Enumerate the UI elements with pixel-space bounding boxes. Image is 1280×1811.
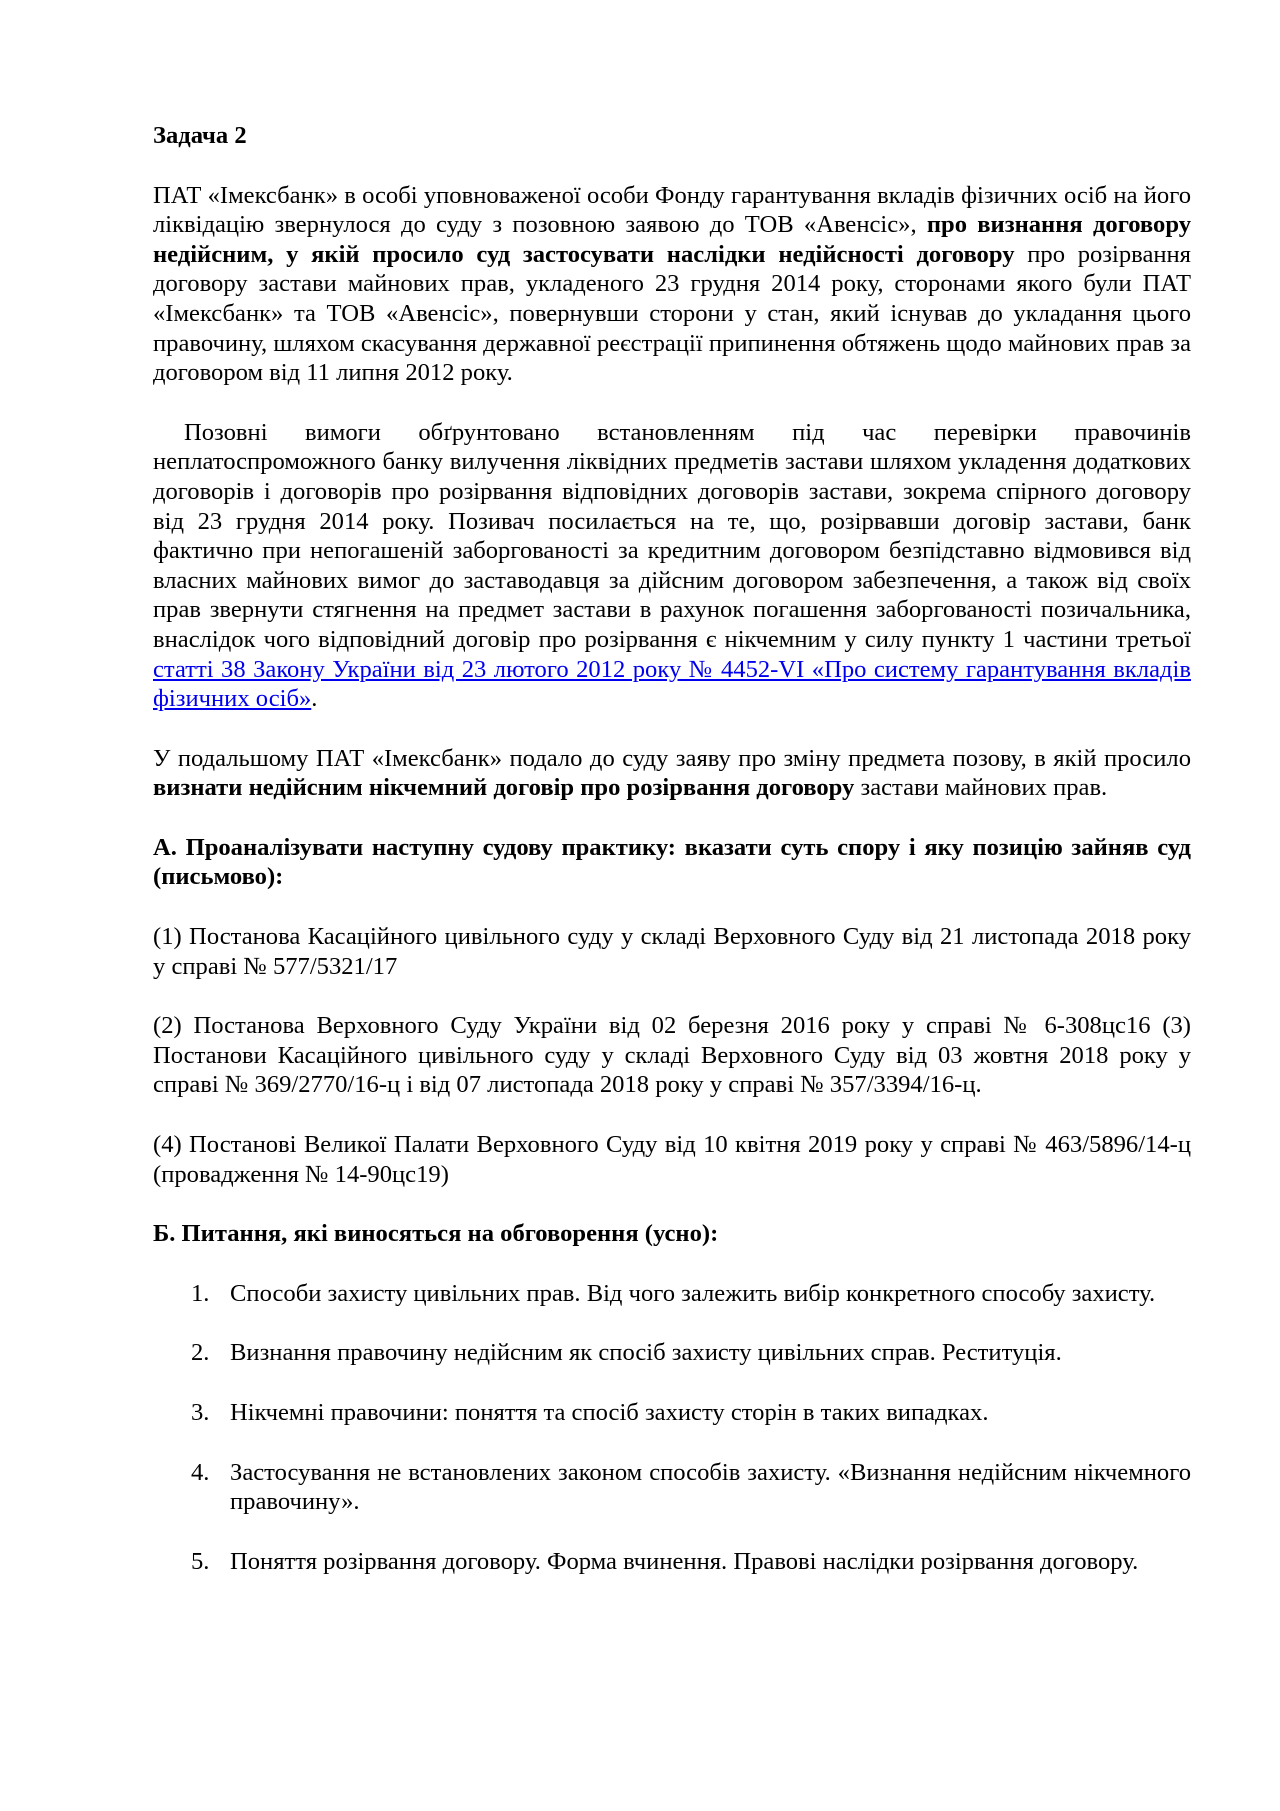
questions-list [153, 1279, 1191, 1577]
case-item: (2) Постанова Верховного Суду України від 02 березня 2016 року у справі № 6-308цс16 (3) Постанови Касаційного цивільного суду у складі Верховного Суду від 03 жовтня 2018 року у справі № 369/2770/16-ц і від 07 листопада 2018 року у справі № 357/3394/16-ц. [153, 1012, 1191, 1099]
list-item [153, 1458, 1191, 1517]
paragraph-change [153, 744, 1191, 803]
paragraph-claim-text-1: ПАТ «Імексбанк» в особі уповноваженої особи Фонду гарантування вкладів фізичних осіб на його ліквідацію звернулося до суду з позовною заявою до ТОВ «Авенсіс», [153, 181, 1191, 239]
section-b-heading: Б. Питання, які виносяться на обговорення (усно): [153, 1220, 719, 1248]
case-item: (4) Постанові Великої Палати Верховного Суду від 10 квітня 2019 року у справі № 463/5896/14-ц (провадження № 14-90цс19) [153, 1131, 1191, 1188]
list-item-text: Визнання правочину недійсним як спосіб захисту цивільних справ. Реституція. [230, 1339, 1062, 1367]
list-item-number: 3. [191, 1399, 210, 1426]
list-item [153, 1279, 1191, 1309]
paragraph-claim [153, 181, 1191, 388]
list-item-text: Нікчемні правочини: поняття та спосіб захисту сторін в таких випадках. [230, 1399, 989, 1426]
list-item-number: 1. [191, 1279, 210, 1307]
section-a-heading: А. Проаналізувати наступну судову практику: вказати суть спору і яку позицію зайняв суд (письмово): [153, 833, 1191, 891]
list-item-text: Застосування не встановлених законом способів захисту. «Визнання недійсним нікчемного правочину». [230, 1458, 1191, 1516]
list-item [153, 1338, 1191, 1368]
paragraph-claim-bold: про визнання договору недійсним, у якій просило суд застосувати наслідки недійсності договору [153, 211, 1191, 268]
list-item-number: 2. [191, 1339, 210, 1367]
case-item: (1) Постанова Касаційного цивільного суду у складі Верховного Суду від 21 листопада 2018 року у справі № 577/5321/17 [153, 923, 1191, 980]
list-item [153, 1547, 1191, 1577]
paragraph-grounds [153, 418, 1191, 714]
paragraph-grounds-text: Позовні вимоги обґрунтовано встановленням під час перевірки правочинів неплатоспроможного банку вилучення ліквідних предметів застави шляхом укладення додаткових договорів і договорів про розірвання відповідних договорів застави, зокрема спірного договору від 23 грудня 2014 року. Позивач посилається на те, що, розірвавши договір застави, банк фактично при непогашеній заборгованості за кредитним договором безпідставно відмовився від власних майнових вимог до заставодавця за дійсним договором забезпечення, а також від своїх прав звернути стягнення на предмет застави в рахунок погашення заборгованості позичальника, внаслідок чого відповідний договір про розірвання є нікчемним у силу пункту 1 частини третьої [153, 418, 1191, 653]
paragraph-change-bold: визнати недійсним нікчемний договір про розірвання договору [153, 774, 855, 802]
paragraph-claim-text-2: про розірвання договору застави майнових прав, укладеного 23 грудня 2014 року, сторонами якого були ПАТ «Імексбанк» та ТОВ «Авенсіс», повернувши сторони у стан, який існував до укладання цього правочину, шляхом скасування державної реєстрації припинення обтяжень щодо майнових прав за договором від 11 липня 2012 року. [153, 240, 1191, 387]
law-article-link[interactable]: статті 38 Закону України від 23 лютого 2012 року № 4452-VI «Про систему гарантування вкладів фізичних осіб» [153, 655, 1191, 713]
paragraph-change-text-2: застави майнових прав. [854, 774, 1108, 802]
list-item-text: Поняття розірвання договору. Форма вчинення. Правові наслідки розірвання договору. [230, 1547, 1139, 1575]
list-item [153, 1398, 1191, 1428]
list-item-number: 5. [191, 1547, 210, 1575]
list-item-text: Способи захисту цивільних прав. Від чого залежить вибір конкретного способу захисту. [230, 1279, 1156, 1307]
paragraph-change-text-1: У подальшому ПАТ «Імексбанк» подало до суду заяву про зміну предмета позову, в якій просило [153, 744, 1191, 772]
task-title: Задача 2 [153, 122, 247, 149]
paragraph-grounds-end: . [311, 685, 318, 713]
list-item-number: 4. [191, 1458, 210, 1486]
